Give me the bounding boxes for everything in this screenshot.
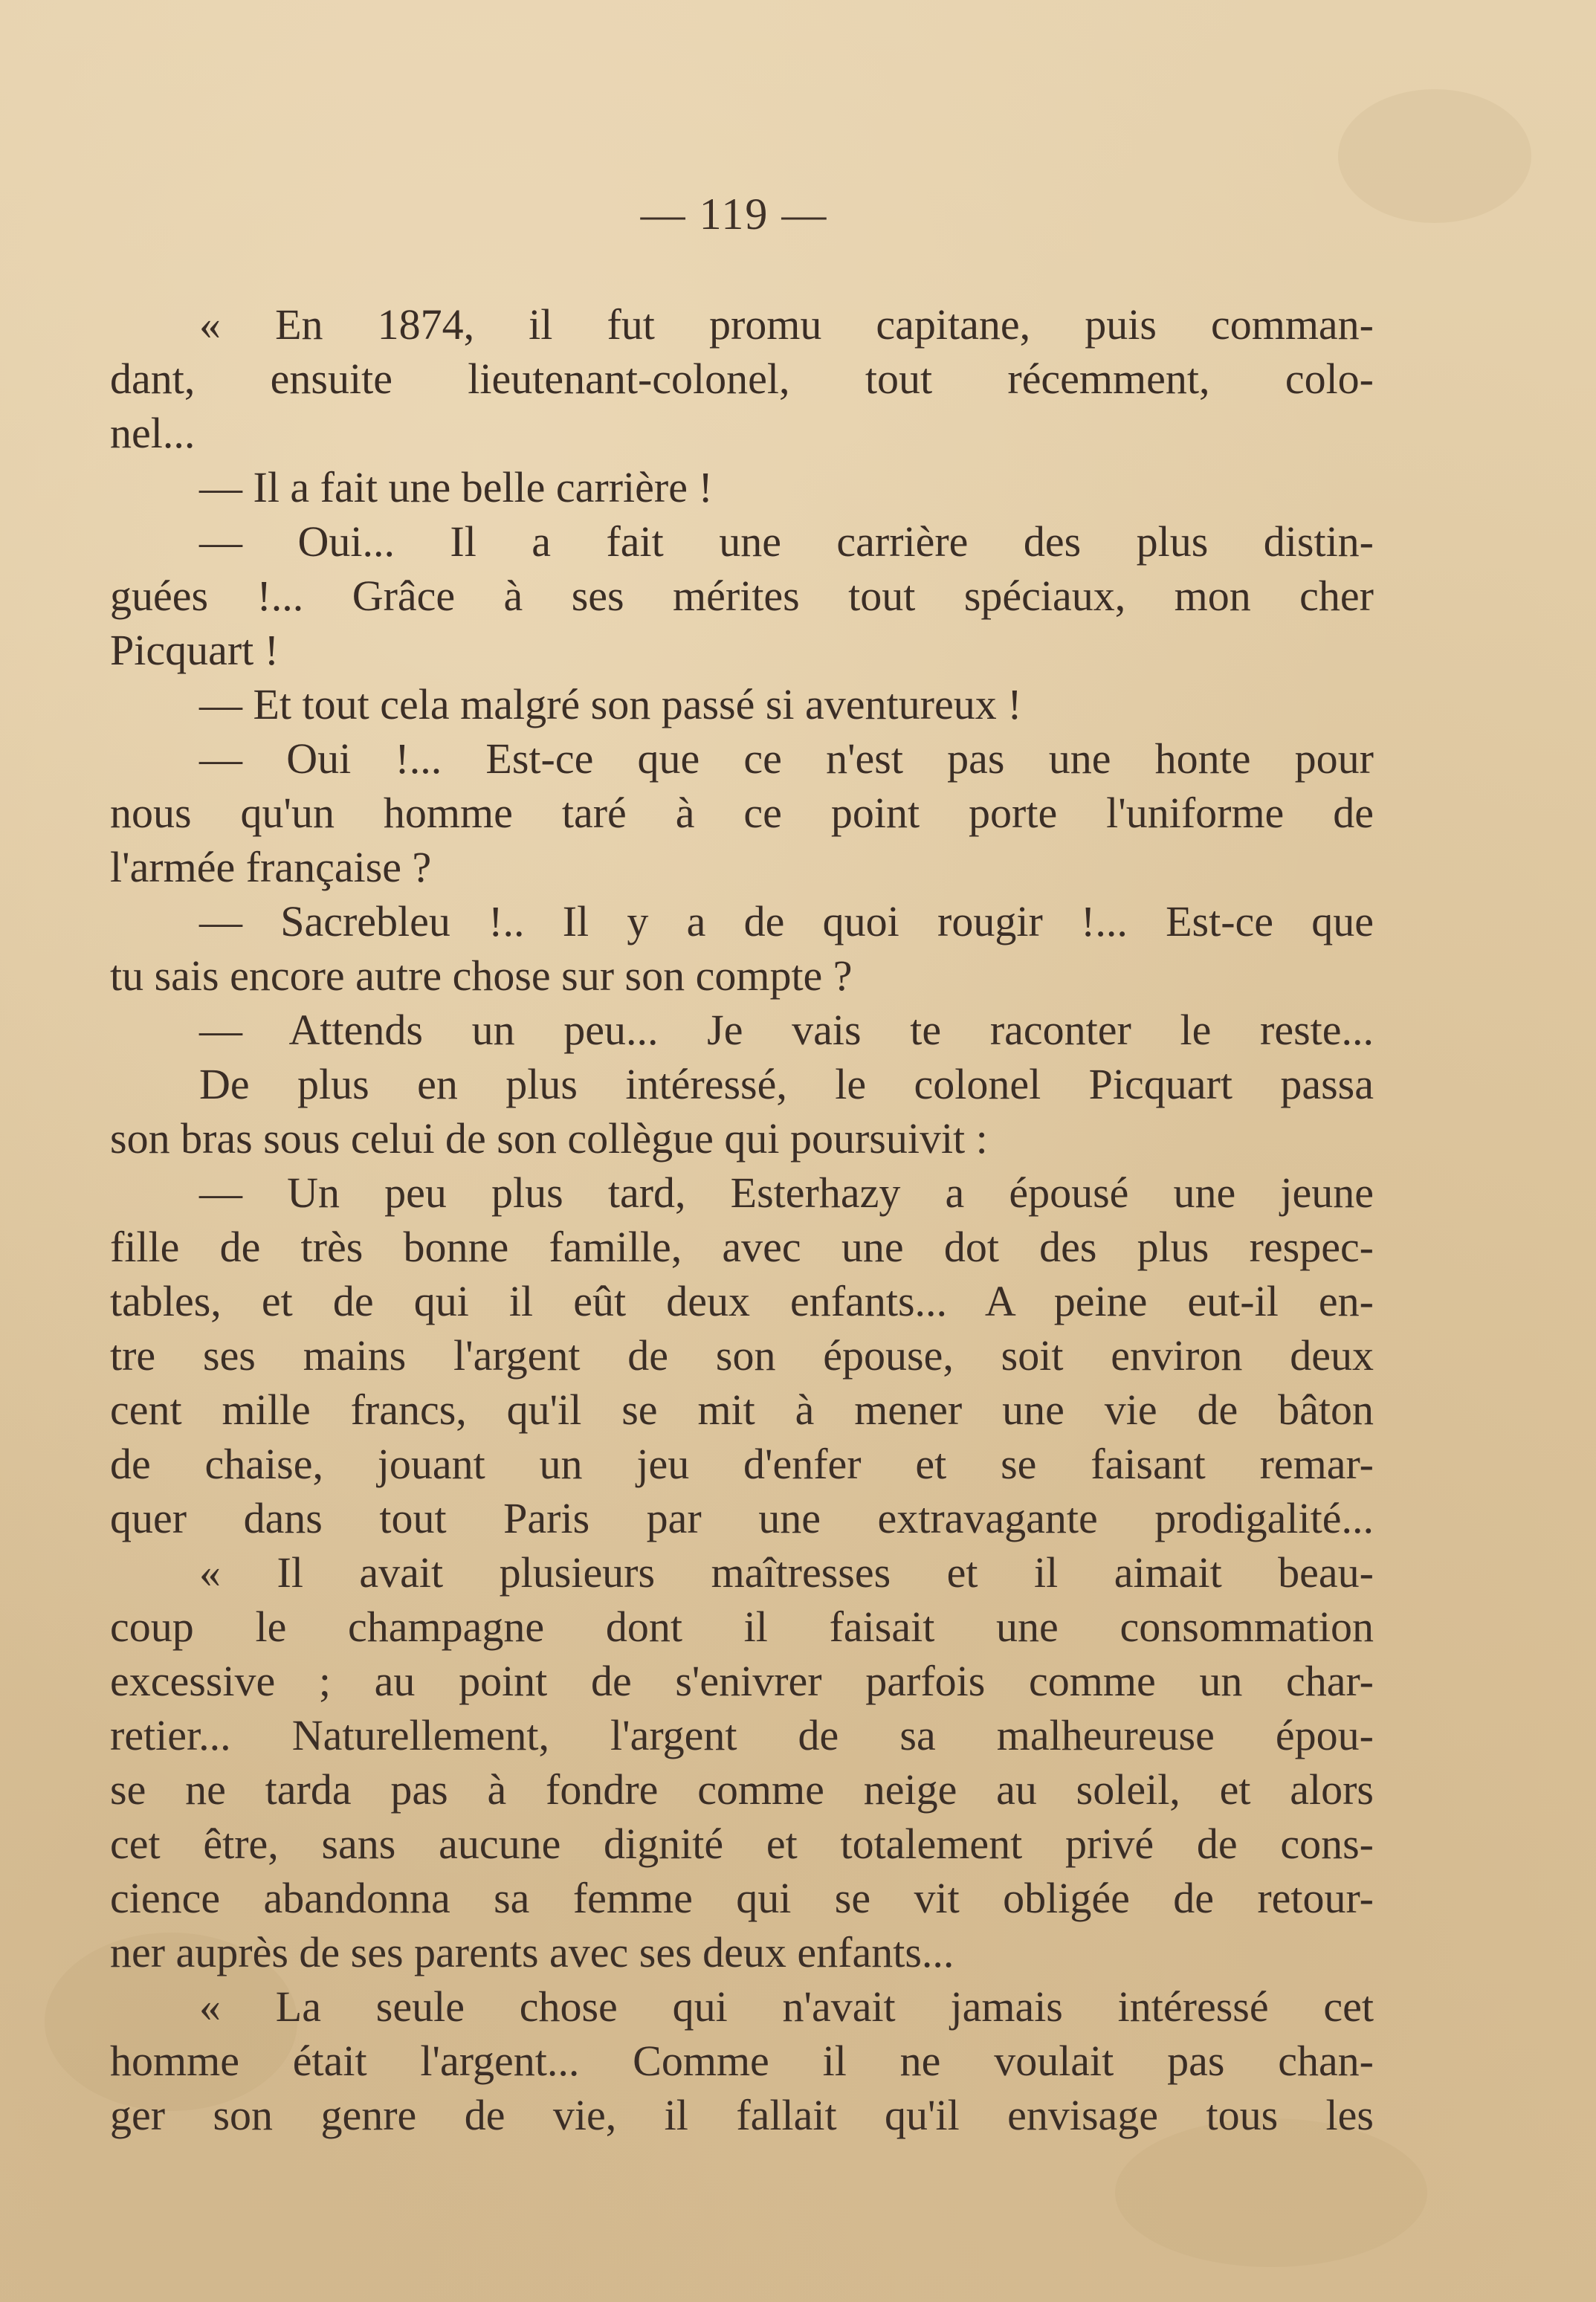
page-number: — 119 — xyxy=(640,190,828,239)
text-line: cent mille francs, qu'il se mit à mener une vie de bâton xyxy=(110,1386,1374,1434)
text-line: « En 1874, il fut promu capitane, puis comman- xyxy=(199,300,1374,349)
text-line: tables, et de qui il eût deux enfants... A peine eut-il en- xyxy=(110,1277,1374,1325)
text-line: cience abandonna sa femme qui se vit obligée de retour- xyxy=(110,1874,1374,1922)
text-line: — Et tout cela malgré son passé si aventureux ! xyxy=(199,680,1022,728)
text-line: Picquart ! xyxy=(110,626,280,674)
text-line: de chaise, jouant un jeu d'enfer et se faisant remar- xyxy=(110,1440,1374,1488)
text-line: quer dans tout Paris par une extravagante prodigalité... xyxy=(110,1494,1374,1542)
text-line: — Attends un peu... Je vais te raconter le reste... xyxy=(199,1006,1374,1054)
text-line: homme était l'argent... Comme il ne voulait pas chan- xyxy=(110,2037,1374,2085)
text-line: tu sais encore autre chose sur son compte ? xyxy=(110,951,853,1000)
text-line: De plus en plus intéressé, le colonel Picquart passa xyxy=(199,1060,1374,1108)
text-line: — Oui !... Est-ce que ce n'est pas une honte pour xyxy=(199,734,1374,783)
text-line: nel... xyxy=(110,409,196,457)
text-line: retier... Naturellement, l'argent de sa malheureuse épou- xyxy=(110,1711,1374,1759)
text-line: — Sacrebleu !.. Il y a de quoi rougir !... Est-ce que xyxy=(199,897,1374,945)
text-line: se ne tarda pas à fondre comme neige au soleil, et alors xyxy=(110,1765,1374,1814)
text-line: guées !... Grâce à ses mérites tout spéciaux, mon cher xyxy=(110,572,1374,620)
text-line: « La seule chose qui n'avait jamais intéressé cet xyxy=(199,1982,1374,2031)
text-line: cet être, sans aucune dignité et totalement privé de cons- xyxy=(110,1820,1374,1868)
text-line: ger son genre de vie, il fallait qu'il envisage tous les xyxy=(110,2091,1374,2139)
body-text xyxy=(110,297,1374,2142)
text-line: dant, ensuite lieutenant-colonel, tout récemment, colo- xyxy=(110,355,1374,403)
text-line: son bras sous celui de son collègue qui poursuivit : xyxy=(110,1114,988,1163)
text-line: — Un peu plus tard, Esterhazy a épousé une jeune xyxy=(199,1168,1374,1217)
text-line: excessive ; au point de s'enivrer parfois comme un char- xyxy=(110,1657,1374,1705)
text-line: « Il avait plusieurs maîtresses et il aimait beau- xyxy=(199,1548,1374,1597)
text-line: l'armée française ? xyxy=(110,843,432,891)
text-line: ner auprès de ses parents avec ses deux enfants... xyxy=(110,1928,954,1976)
text-line: — Oui... Il a fait une carrière des plus distin- xyxy=(199,517,1374,566)
text-line: fille de très bonne famille, avec une dot des plus respec- xyxy=(110,1223,1374,1271)
text-line: tre ses mains l'argent de son épouse, soit environ deux xyxy=(110,1331,1374,1380)
text-line: — Il a fait une belle carrière ! xyxy=(199,463,713,511)
text-line: nous qu'un homme taré à ce point porte l'uniforme de xyxy=(110,789,1374,837)
text-line: coup le champagne dont il faisait une consommation xyxy=(110,1603,1374,1651)
